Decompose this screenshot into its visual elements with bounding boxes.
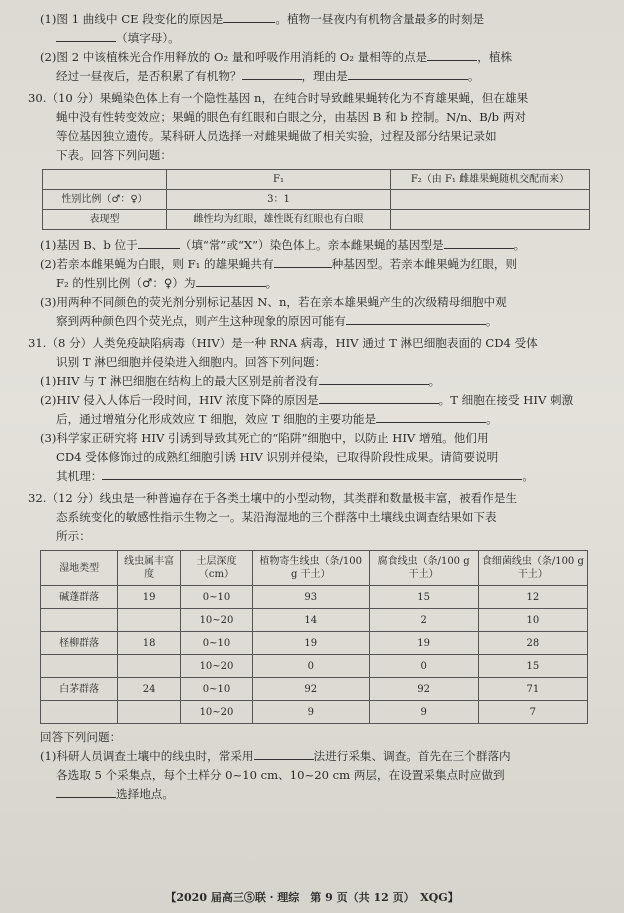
table-cell-richness: 24 bbox=[118, 678, 181, 701]
table-cell-empty bbox=[391, 210, 590, 230]
answer-blank[interactable] bbox=[319, 372, 429, 385]
results-table-30 bbox=[42, 169, 590, 230]
table-cell-community bbox=[41, 701, 118, 724]
question-29-1-line1: (1)图 1 曲线中 CE 段变化的原因是 。植物一昼夜内有机物含量最多的时刻是 bbox=[40, 12, 485, 26]
answer-blank[interactable] bbox=[102, 467, 522, 480]
table-row bbox=[41, 586, 588, 609]
answer-blank[interactable] bbox=[196, 274, 266, 287]
question-29-2-line1: (2)图 2 中该植株光合作用释放的 O₂ 量和呼吸作用消耗的 O₂ 量相等的点是 ，植株 bbox=[40, 50, 513, 64]
table-header-cell: 植物寄生线虫（条/100 g 干土） bbox=[252, 551, 369, 586]
page-footer: 【2020 届高三⑤联 · 理综 第 9 页（共 12 页） XQG】 bbox=[165, 891, 459, 904]
question-31-3: (3)科学家正研究将 HIV 引诱到导致其死亡的“陷阱”细胞中，以防止 HIV 增殖。他们用 bbox=[40, 431, 489, 445]
answer-blank[interactable] bbox=[223, 10, 275, 23]
table-cell: 10~20 bbox=[180, 609, 252, 632]
table-cell: 15 bbox=[478, 655, 587, 678]
table-header-cell: 腐食线虫（条/100 g 干土） bbox=[369, 551, 478, 586]
table-cell: 92 bbox=[252, 678, 369, 701]
question-32-ask: 回答下列问题： bbox=[40, 730, 122, 744]
answer-blank[interactable] bbox=[242, 67, 302, 80]
table-row bbox=[41, 701, 588, 724]
table-row bbox=[41, 655, 588, 678]
table-cell-community: 柽柳群落 bbox=[41, 632, 118, 655]
question-30-1: (1)基因 B、b 位于 （填“常”或“X”）染色体上。亲本雌果蝇的基因型是 。 bbox=[40, 238, 526, 252]
table-row bbox=[41, 632, 588, 655]
answer-blank[interactable] bbox=[348, 67, 468, 80]
question-30-stem-line2: 蝇中没有性转变效应；果蝇的眼色有红眼和白眼之分，由基因 B 和 b 控制。N/n、B/b 两对 bbox=[56, 110, 526, 124]
question-30-3: (3)用两种不同颜色的荧光剂分别标记基因 N、n，若在亲本雄果蝇产生的次级精母细胞中观 bbox=[40, 295, 507, 309]
table-cell: 12 bbox=[478, 586, 587, 609]
table-cell-community: 碱蓬群落 bbox=[41, 586, 118, 609]
table-cell-community bbox=[41, 655, 118, 678]
question-31-3-line3: 其机理： 。 bbox=[56, 469, 534, 483]
table-row bbox=[41, 678, 588, 701]
table-cell: 19 bbox=[252, 632, 369, 655]
table-cell: 10~20 bbox=[180, 655, 252, 678]
question-30-stem: 30.（10 分）果蝇染色体上有一个隐性基因 n，在纯合时导致雌果蝇转化为不育雄果蝇，但在雄果 bbox=[28, 91, 529, 105]
answer-blank[interactable] bbox=[274, 255, 332, 268]
table-row-label: 表现型 bbox=[43, 210, 167, 230]
table-cell-richness: 18 bbox=[118, 632, 181, 655]
table-cell: 0~10 bbox=[180, 678, 252, 701]
table-cell-empty bbox=[391, 190, 590, 210]
table-cell: 雌性均为红眼，雄性既有红眼也有白眼 bbox=[167, 210, 391, 230]
table-cell: 0~10 bbox=[180, 586, 252, 609]
table-corner bbox=[43, 170, 167, 190]
answer-blank[interactable] bbox=[346, 312, 486, 325]
answer-blank[interactable] bbox=[376, 410, 486, 423]
question-30-2-cont: F₂ 的性别比例（♂：♀）为 。 bbox=[56, 276, 278, 290]
table-header-cell: 食细菌线虫（条/100 g 干土） bbox=[478, 551, 587, 586]
table-cell: 0~10 bbox=[180, 632, 252, 655]
question-29-1-line2: （填字母）。 bbox=[40, 29, 596, 48]
nematode-table bbox=[40, 550, 588, 724]
answer-blank[interactable] bbox=[444, 236, 514, 249]
question-30-stem-line4: 下表。回答下列问题： bbox=[56, 148, 172, 162]
answer-blank[interactable] bbox=[427, 48, 477, 61]
question-31-2-cont: 后，通过增殖分化形成效应 T 细胞，效应 T 细胞的主要功能是 。 bbox=[56, 412, 498, 426]
table-cell: 10 bbox=[478, 609, 587, 632]
question-31-3-line2: CD4 受体修饰过的成熟红细胞引诱 HIV 识别并侵染，已取得阶段性成果。请简要说明 bbox=[56, 450, 499, 464]
table-row-label: 性别比例（♂：♀） bbox=[43, 190, 167, 210]
table-cell: 3：1 bbox=[167, 190, 391, 210]
answer-blank[interactable] bbox=[319, 391, 439, 404]
question-31-1: (1)HIV 与 T 淋巴细胞在结构上的最大区别是前者没有 。 bbox=[40, 374, 441, 388]
table-header-f2: F₂（由 F₁ 雌雄果蝇随机交配而来） bbox=[391, 170, 590, 190]
table-header-f1: F₁ bbox=[167, 170, 391, 190]
question-30-stem-line3: 等位基因独立遗传。某科研人员选择一对雌果蝇做了相关实验，过程及部分结果记录如 bbox=[56, 129, 497, 143]
table-cell: 10~20 bbox=[180, 701, 252, 724]
question-32-stem-line2: 态系统变化的敏感性指示生物之一。某沿海湿地的三个群落中土壤线虫调查结果如下表 bbox=[56, 510, 497, 524]
question-32-1: (1)科研人员调查土壤中的线虫时，常采用 法进行采集、调查。首先在三个群落内 bbox=[40, 749, 511, 763]
question-30-3-cont: 察到两种颜色四个荧光点，则产生这种现象的原因可能有 。 bbox=[56, 314, 498, 328]
table-cell: 0 bbox=[369, 655, 478, 678]
table-header-cell: 土层深度（cm） bbox=[180, 551, 252, 586]
table-cell: 14 bbox=[252, 609, 369, 632]
table-cell: 9 bbox=[252, 701, 369, 724]
table-header-cell: 线虫属丰富度 bbox=[118, 551, 181, 586]
answer-blank[interactable] bbox=[254, 747, 314, 760]
table-cell: 93 bbox=[252, 586, 369, 609]
table-cell: 15 bbox=[369, 586, 478, 609]
table-header-cell: 湿地类型 bbox=[41, 551, 118, 586]
table-cell: 2 bbox=[369, 609, 478, 632]
table-cell: 7 bbox=[478, 701, 587, 724]
table-cell-richness: 19 bbox=[118, 586, 181, 609]
question-29-2-line2: 经过一昼夜后，是否积累了有机物？ ，理由是 。 bbox=[56, 69, 480, 83]
table-cell: 0 bbox=[252, 655, 369, 678]
table-cell: 19 bbox=[369, 632, 478, 655]
question-32-stem-line3: 所示： bbox=[56, 529, 91, 543]
question-31-stem-line2: 识别 T 淋巴细胞并侵染进入细胞内。回答下列问题： bbox=[56, 355, 327, 369]
table-cell: 9 bbox=[369, 701, 478, 724]
answer-blank[interactable] bbox=[138, 236, 180, 249]
table-cell-richness bbox=[118, 609, 181, 632]
table-cell-community bbox=[41, 609, 118, 632]
answer-blank[interactable] bbox=[56, 29, 116, 42]
table-cell: 28 bbox=[478, 632, 587, 655]
question-31-2: (2)HIV 侵入人体后一段时间，HIV 浓度下降的原因是 。T 细胞在接受 HIV 刺激 bbox=[40, 393, 574, 407]
table-cell-community: 白茅群落 bbox=[41, 678, 118, 701]
question-32-1-line2: 各选取 5 个采集点，每个土样分 0~10 cm、10~20 cm 两层，在设置采集点时应做到 bbox=[56, 768, 505, 782]
answer-blank[interactable] bbox=[56, 785, 116, 798]
question-32-1-line3: 选择地点。 bbox=[40, 785, 596, 804]
table-cell: 71 bbox=[478, 678, 587, 701]
table-cell: 92 bbox=[369, 678, 478, 701]
table-cell-richness bbox=[118, 701, 181, 724]
question-31-stem: 31.（8 分）人类免疫缺陷病毒（HIV）是一种 RNA 病毒，HIV 通过 T 淋巴细胞表面的 CD4 受体 bbox=[28, 336, 538, 350]
table-row bbox=[41, 609, 588, 632]
question-32-stem: 32.（12 分）线虫是一种普遍存在于各类土壤中的小型动物，其类群和数量极丰富，被看作是生 bbox=[28, 491, 518, 505]
question-30-2: (2)若亲本雌果蝇为白眼，则 F₁ 的雄果蝇共有 种基因型。若亲本雌果蝇为红眼，则 bbox=[40, 257, 518, 271]
table-cell-richness bbox=[118, 655, 181, 678]
